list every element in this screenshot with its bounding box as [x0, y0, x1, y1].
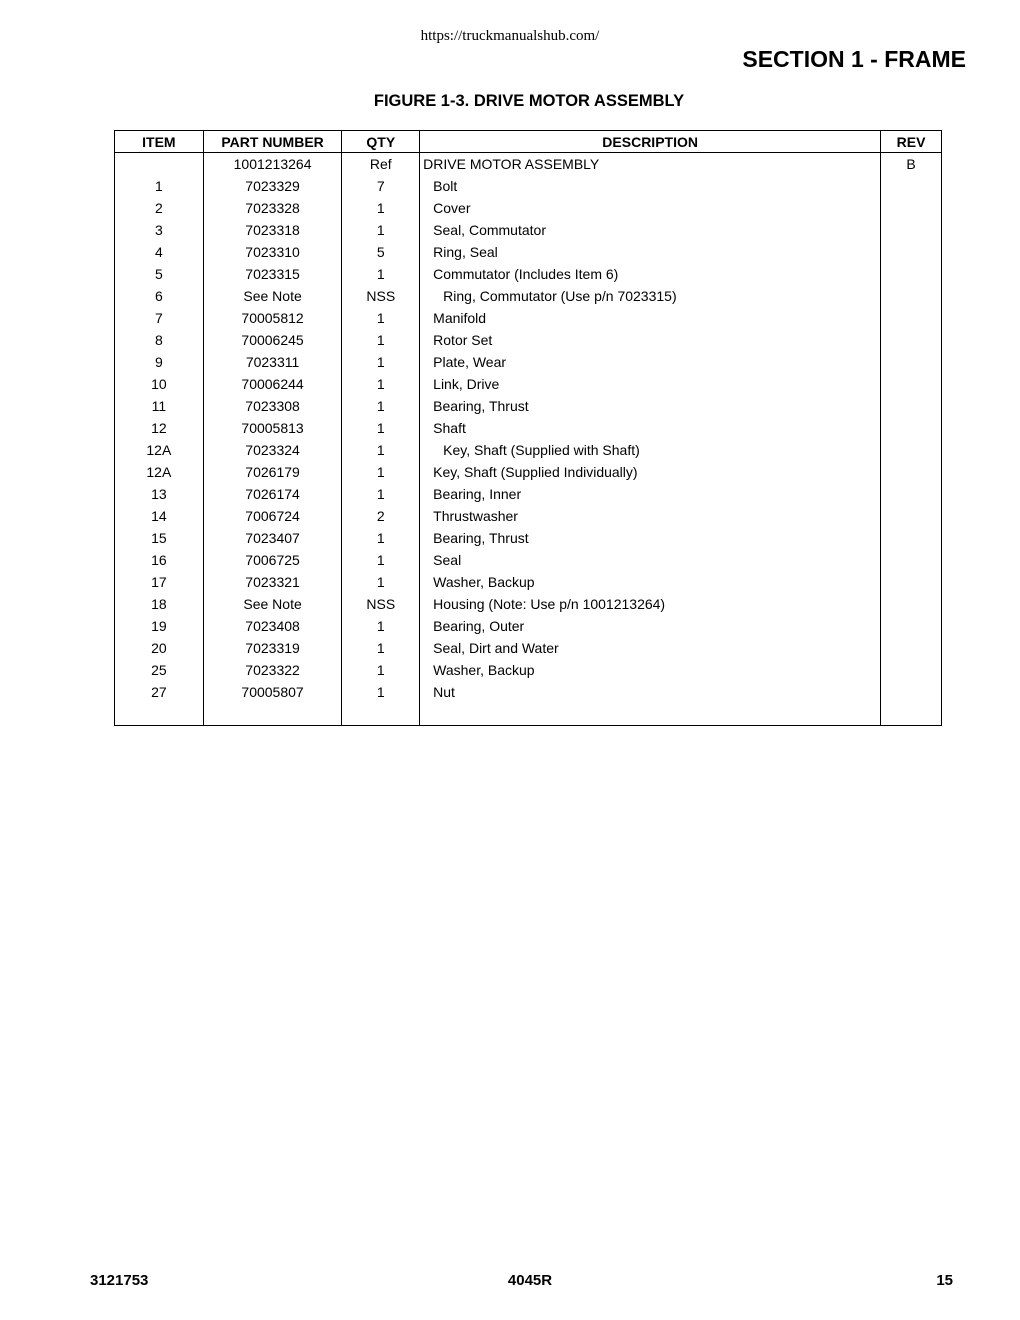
cell-qty: NSS	[342, 285, 420, 307]
cell-qty: 1	[342, 395, 420, 417]
spacer-cell	[420, 703, 881, 726]
cell-description: Ring, Commutator (Use p/n 7023315)	[420, 285, 881, 307]
cell-rev	[881, 461, 942, 483]
cell-rev	[881, 549, 942, 571]
cell-item: 16	[115, 549, 204, 571]
cell-description: Bearing, Thrust	[420, 395, 881, 417]
cell-description: Washer, Backup	[420, 659, 881, 681]
cell-description: Key, Shaft (Supplied with Shaft)	[420, 439, 881, 461]
column-header-part-number: PART NUMBER	[203, 131, 342, 153]
table-header-row	[115, 131, 942, 153]
cell-description: Thrustwasher	[420, 505, 881, 527]
cell-qty: 2	[342, 505, 420, 527]
cell-description: Nut	[420, 681, 881, 703]
table-row	[115, 351, 942, 373]
table-row	[115, 527, 942, 549]
footer-model: 4045R	[507, 1272, 553, 1289]
cell-item: 13	[115, 483, 204, 505]
cell-qty: 1	[342, 659, 420, 681]
cell-description: Housing (Note: Use p/n 1001213264)	[420, 593, 881, 615]
cell-part-number: See Note	[203, 593, 342, 615]
spacer-cell	[342, 703, 420, 726]
cell-rev: B	[881, 153, 942, 176]
cell-item: 25	[115, 659, 204, 681]
table-row	[115, 659, 942, 681]
cell-qty: 1	[342, 219, 420, 241]
cell-item: 20	[115, 637, 204, 659]
table-bottom-spacer	[115, 703, 942, 726]
cell-rev	[881, 659, 942, 681]
parts-table-body	[115, 153, 942, 726]
cell-item: 9	[115, 351, 204, 373]
spacer-cell	[115, 703, 204, 726]
cell-qty: 1	[342, 637, 420, 659]
cell-qty: 1	[342, 615, 420, 637]
cell-rev	[881, 307, 942, 329]
table-row	[115, 153, 942, 176]
cell-part-number: 7023310	[203, 241, 342, 263]
cell-qty: 1	[342, 197, 420, 219]
cell-part-number: 70005812	[203, 307, 342, 329]
cell-description: Bolt	[420, 175, 881, 197]
cell-qty: 5	[342, 241, 420, 263]
cell-rev	[881, 681, 942, 703]
cell-description: Ring, Seal	[420, 241, 881, 263]
table-row	[115, 483, 942, 505]
cell-item: 8	[115, 329, 204, 351]
cell-item: 5	[115, 263, 204, 285]
column-header-qty: QTY	[342, 131, 420, 153]
cell-description: Cover	[420, 197, 881, 219]
cell-description: Key, Shaft (Supplied Individually)	[420, 461, 881, 483]
cell-rev	[881, 395, 942, 417]
cell-description: Seal	[420, 549, 881, 571]
cell-item: 10	[115, 373, 204, 395]
cell-rev	[881, 593, 942, 615]
cell-rev	[881, 505, 942, 527]
table-row	[115, 681, 942, 703]
spacer-cell	[203, 703, 342, 726]
cell-rev	[881, 197, 942, 219]
cell-part-number: 7023329	[203, 175, 342, 197]
cell-rev	[881, 615, 942, 637]
cell-part-number: 7023311	[203, 351, 342, 373]
cell-part-number: 7023315	[203, 263, 342, 285]
cell-item: 12A	[115, 461, 204, 483]
cell-item: 3	[115, 219, 204, 241]
cell-item: 19	[115, 615, 204, 637]
cell-description: Link, Drive	[420, 373, 881, 395]
cell-item: 6	[115, 285, 204, 307]
table-row	[115, 571, 942, 593]
cell-qty: 1	[342, 351, 420, 373]
cell-part-number: 7006725	[203, 549, 342, 571]
cell-part-number: 70005807	[203, 681, 342, 703]
cell-qty: Ref	[342, 153, 420, 176]
cell-part-number: See Note	[203, 285, 342, 307]
cell-part-number: 7023328	[203, 197, 342, 219]
cell-item: 4	[115, 241, 204, 263]
cell-part-number: 70006245	[203, 329, 342, 351]
cell-part-number: 7023318	[203, 219, 342, 241]
cell-part-number: 7006724	[203, 505, 342, 527]
cell-item: 15	[115, 527, 204, 549]
cell-part-number: 7023322	[203, 659, 342, 681]
cell-rev	[881, 571, 942, 593]
cell-item: 12A	[115, 439, 204, 461]
cell-description: Plate, Wear	[420, 351, 881, 373]
cell-part-number: 7023324	[203, 439, 342, 461]
cell-rev	[881, 285, 942, 307]
section-title: SECTION 1 - FRAME	[742, 46, 966, 72]
cell-rev	[881, 263, 942, 285]
table-row	[115, 373, 942, 395]
cell-qty: 1	[342, 307, 420, 329]
cell-qty: 1	[342, 263, 420, 285]
cell-part-number: 7023308	[203, 395, 342, 417]
cell-description: Commutator (Includes Item 6)	[420, 263, 881, 285]
cell-part-number: 70006244	[203, 373, 342, 395]
cell-rev	[881, 329, 942, 351]
table-row	[115, 307, 942, 329]
cell-qty: 1	[342, 527, 420, 549]
spacer-cell	[881, 703, 942, 726]
cell-description: Rotor Set	[420, 329, 881, 351]
cell-item: 17	[115, 571, 204, 593]
cell-part-number: 7026179	[203, 461, 342, 483]
cell-description: Bearing, Inner	[420, 483, 881, 505]
cell-item	[115, 153, 204, 176]
cell-part-number: 7023407	[203, 527, 342, 549]
footer-page-number: 15	[936, 1272, 953, 1289]
table-row	[115, 197, 942, 219]
cell-description: Manifold	[420, 307, 881, 329]
cell-rev	[881, 417, 942, 439]
table-row	[115, 241, 942, 263]
cell-qty: 1	[342, 681, 420, 703]
cell-item: 14	[115, 505, 204, 527]
cell-description: Shaft	[420, 417, 881, 439]
table-row	[115, 175, 942, 197]
figure-title: FIGURE 1-3. DRIVE MOTOR ASSEMBLY	[373, 92, 685, 110]
table-row	[115, 263, 942, 285]
cell-part-number: 7023319	[203, 637, 342, 659]
table-row	[115, 285, 942, 307]
table-row	[115, 461, 942, 483]
cell-qty: 7	[342, 175, 420, 197]
cell-item: 2	[115, 197, 204, 219]
cell-part-number: 7023408	[203, 615, 342, 637]
cell-qty: 1	[342, 417, 420, 439]
cell-item: 12	[115, 417, 204, 439]
cell-qty: NSS	[342, 593, 420, 615]
cell-item: 18	[115, 593, 204, 615]
cell-qty: 1	[342, 329, 420, 351]
cell-qty: 1	[342, 373, 420, 395]
cell-rev	[881, 219, 942, 241]
cell-rev	[881, 373, 942, 395]
cell-item: 27	[115, 681, 204, 703]
table-row	[115, 505, 942, 527]
column-header-item: ITEM	[115, 131, 204, 153]
cell-description: DRIVE MOTOR ASSEMBLY	[420, 153, 881, 176]
cell-qty: 1	[342, 549, 420, 571]
cell-part-number: 7026174	[203, 483, 342, 505]
table-row	[115, 593, 942, 615]
cell-rev	[881, 351, 942, 373]
cell-description: Seal, Dirt and Water	[420, 637, 881, 659]
cell-rev	[881, 483, 942, 505]
cell-description: Washer, Backup	[420, 571, 881, 593]
cell-item: 1	[115, 175, 204, 197]
table-row	[115, 395, 942, 417]
cell-rev	[881, 637, 942, 659]
cell-description: Bearing, Thrust	[420, 527, 881, 549]
footer-doc-number: 3121753	[90, 1272, 149, 1289]
cell-qty: 1	[342, 461, 420, 483]
cell-rev	[881, 175, 942, 197]
table-row	[115, 417, 942, 439]
column-header-description: DESCRIPTION	[420, 131, 881, 153]
cell-rev	[881, 527, 942, 549]
cell-description: Bearing, Outer	[420, 615, 881, 637]
table-row	[115, 549, 942, 571]
cell-qty: 1	[342, 571, 420, 593]
cell-part-number: 1001213264	[203, 153, 342, 176]
cell-part-number: 70005813	[203, 417, 342, 439]
cell-part-number: 7023321	[203, 571, 342, 593]
cell-rev	[881, 439, 942, 461]
cell-description: Seal, Commutator	[420, 219, 881, 241]
table-row	[115, 439, 942, 461]
cell-qty: 1	[342, 439, 420, 461]
table-row	[115, 637, 942, 659]
table-row	[115, 219, 942, 241]
cell-item: 11	[115, 395, 204, 417]
cell-item: 7	[115, 307, 204, 329]
column-header-rev: REV	[881, 131, 942, 153]
cell-rev	[881, 241, 942, 263]
table-row	[115, 615, 942, 637]
table-row	[115, 329, 942, 351]
parts-table	[114, 130, 942, 726]
source-url: https://truckmanualshub.com/	[420, 28, 600, 44]
cell-qty: 1	[342, 483, 420, 505]
